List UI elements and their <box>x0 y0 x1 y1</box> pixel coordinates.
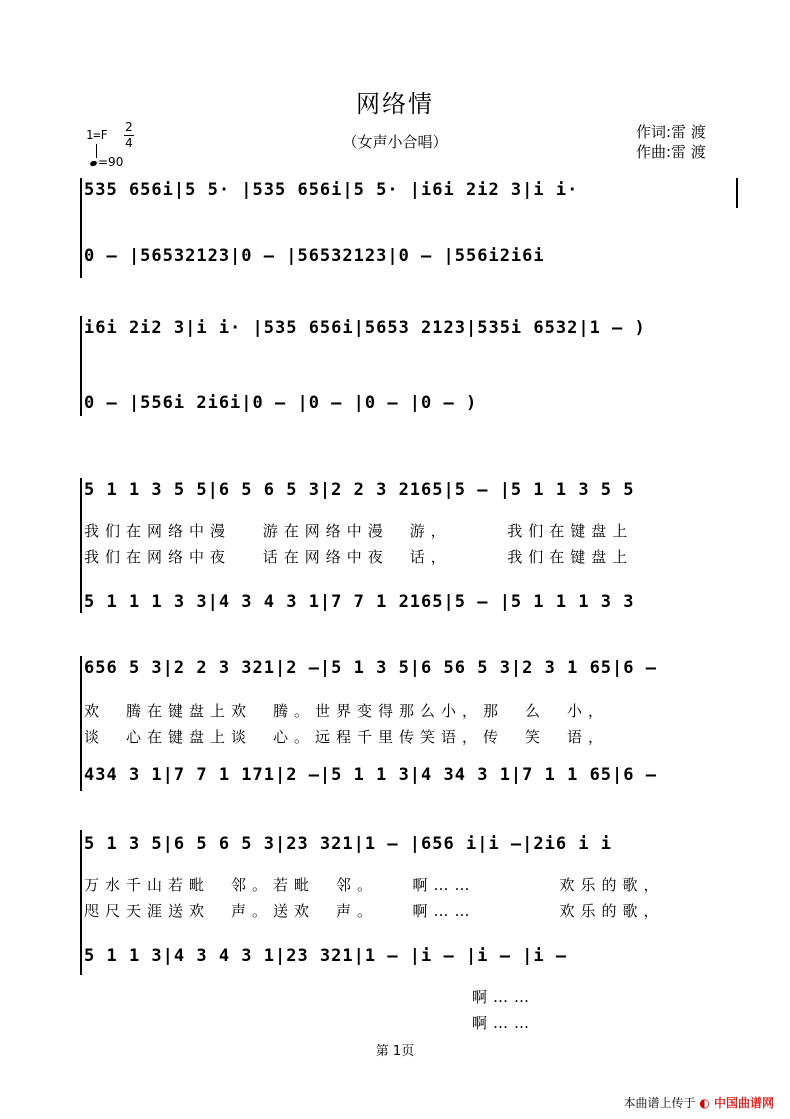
time-signature-bottom: 4 <box>125 136 133 150</box>
system-5-lower-voice: 5 1 1 3|4 3 4 3 1|23 321|1 – |i – |i – |i – <box>84 946 568 966</box>
system-4-lyric-verse-2: 谈 心在键盘上谈 心。远程千里传笑语，传 笑 语， <box>84 728 610 746</box>
composer-credit: 作曲:雷 渡 <box>636 143 706 161</box>
system-4-lyric-verse-1: 欢 腾在键盘上欢 腾。世界变得那么小，那 么 小， <box>84 702 610 720</box>
system-bracket <box>80 178 82 278</box>
tempo-marking <box>90 155 123 169</box>
system-1-lower-voice: 0 – |56532123|0 – |56532123|0 – |556i2i6i <box>84 246 545 266</box>
system-2-lower-voice: 0 – |556i 2i6i|0 – |0 – |0 – |0 – ) <box>84 393 478 413</box>
system-4-upper-voice: 656 5 3|2 2 3 321|2 –|5 1 3 5|6 56 5 3|2 3 1 65|6 – <box>84 658 657 678</box>
tempo-value: =90 <box>98 155 124 169</box>
credits <box>636 122 706 162</box>
system-5-lower-lyric-1: 啊…… <box>472 988 536 1006</box>
system-5-lower-lyric-2: 啊…… <box>472 1014 536 1032</box>
system-2-upper-voice: i6i 2i2 3|i i· |535 656i|5653 2123|535i 6532|1 – ) <box>84 318 646 338</box>
system-4-lower-voice: 434 3 1|7 7 1 171|2 –|5 1 1 3|4 34 3 1|7 1 1 65|6 – <box>84 765 657 785</box>
lyricist-credit: 作词:雷 渡 <box>636 123 706 141</box>
system-bracket <box>80 478 82 613</box>
system-bracket <box>80 830 82 975</box>
quarter-note-icon <box>89 160 97 167</box>
system-5-lyric-verse-2: 咫尺天涯送欢 声。送欢 声。 啊…… 欢乐的歌， <box>84 902 665 920</box>
site-logo: ◐ 中国曲谱网 <box>699 1096 774 1110</box>
system-bracket <box>80 656 82 791</box>
song-subtitle: （女声小合唱） <box>342 133 448 151</box>
system-1-upper-voice: 535 656i|5 5· |535 656i|5 5· |i6i 2i2 3|i i· <box>84 180 579 200</box>
system-5-lyric-verse-1: 万水千山若毗 邻。若毗 邻。 啊…… 欢乐的歌， <box>84 876 665 894</box>
time-signature-top: 2 <box>125 120 133 134</box>
system-3-lyric-verse-2: 我们在网络中夜 话在网络中夜 话， 我们在键盘上 <box>84 548 634 566</box>
key-signature: 1=F <box>86 128 108 142</box>
system-3-lyric-verse-1: 我们在网络中漫 游在网络中漫 游， 我们在键盘上 <box>84 522 634 540</box>
system-bracket <box>80 316 82 416</box>
upload-notice: 本曲谱上传于 <box>623 1096 696 1110</box>
system-3-lower-voice: 5 1 1 1 3 3|4 3 4 3 1|7 7 1 2165|5 – |5 1 1 1 3 3 <box>84 592 635 612</box>
song-title: 网络情 <box>356 90 434 118</box>
page-number: 第 1页 <box>375 1044 415 1059</box>
system-5-upper-voice: 5 1 3 5|6 5 6 5 3|23 321|1 – |656 i|i –|2i6 i i <box>84 834 613 854</box>
site-name: 中国曲谱网 <box>713 1096 774 1110</box>
system-end-bar <box>736 178 738 208</box>
time-signature <box>124 121 134 150</box>
system-3-upper-voice: 5 1 1 3 5 5|6 5 6 5 3|2 2 3 2165|5 – |5 1 1 3 5 5 <box>84 480 635 500</box>
site-watermark <box>623 1094 774 1111</box>
